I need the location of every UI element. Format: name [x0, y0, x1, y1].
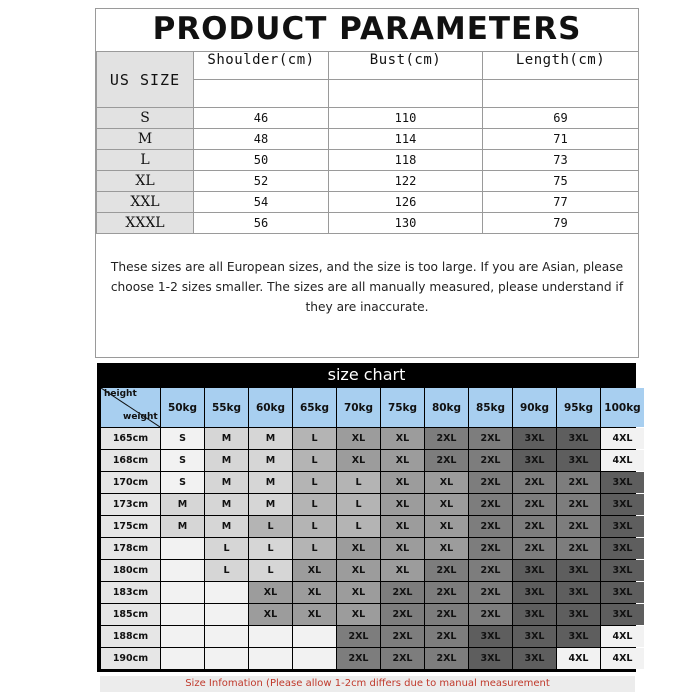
- size-cell: 2XL: [425, 450, 468, 471]
- blank-cell: [329, 80, 483, 108]
- page-title: PRODUCT PARAMETERS: [152, 11, 582, 47]
- size-cell: [161, 626, 204, 647]
- length-cell: 71: [483, 129, 639, 150]
- size-cell: L: [293, 516, 336, 537]
- shoulder-cell: 56: [194, 213, 329, 234]
- size-cell: [293, 648, 336, 669]
- size-cell: L: [249, 560, 292, 581]
- size-cell: [205, 626, 248, 647]
- size-cell: L: [293, 450, 336, 471]
- size-cell: 3XL: [557, 604, 600, 625]
- size-cell: 3XL: [557, 450, 600, 471]
- height-row-label: 183cm: [101, 582, 160, 603]
- size-cell: 2XL: [381, 604, 424, 625]
- us-size-header: US SIZE: [97, 52, 194, 108]
- size-cell: 3XL: [469, 626, 512, 647]
- product-parameters-panel: [95, 8, 639, 358]
- size-cell: 3XL: [557, 582, 600, 603]
- height-row-label: 165cm: [101, 428, 160, 449]
- bust-cell: 114: [329, 129, 483, 150]
- size-cell: M: [97, 129, 194, 150]
- size-cell: L: [293, 538, 336, 559]
- height-row-label: 180cm: [101, 560, 160, 581]
- weight-header: 100kg: [601, 388, 644, 427]
- shoulder-cell: 52: [194, 171, 329, 192]
- height-row-label: 185cm: [101, 604, 160, 625]
- size-cell: 2XL: [425, 560, 468, 581]
- size-cell: 4XL: [601, 450, 644, 471]
- bust-cell: 118: [329, 150, 483, 171]
- size-cell: M: [205, 428, 248, 449]
- size-cell: [161, 648, 204, 669]
- size-cell: 4XL: [601, 648, 644, 669]
- size-cell: M: [249, 450, 292, 471]
- size-cell: [161, 560, 204, 581]
- weight-header: 60kg: [249, 388, 292, 427]
- length-cell: 73: [483, 150, 639, 171]
- size-cell: 3XL: [513, 582, 556, 603]
- size-cell: [249, 648, 292, 669]
- weight-header: 80kg: [425, 388, 468, 427]
- size-cell: XL: [249, 582, 292, 603]
- size-cell: 4XL: [601, 428, 644, 449]
- bust-cell: 126: [329, 192, 483, 213]
- size-cell: 2XL: [469, 582, 512, 603]
- parameter-row: [97, 150, 639, 171]
- size-cell: L: [249, 516, 292, 537]
- size-cell: L: [337, 516, 380, 537]
- size-cell: 2XL: [469, 472, 512, 493]
- size-cell: 2XL: [469, 604, 512, 625]
- shoulder-cell: 46: [194, 108, 329, 129]
- size-cell: L: [293, 428, 336, 449]
- size-cell: 2XL: [513, 494, 556, 515]
- size-cell: M: [205, 516, 248, 537]
- size-cell: 3XL: [601, 538, 644, 559]
- size-cell: 3XL: [601, 494, 644, 515]
- size-cell: [205, 582, 248, 603]
- weight-header: 75kg: [381, 388, 424, 427]
- size-cell: M: [161, 494, 204, 515]
- size-cell: [161, 538, 204, 559]
- size-cell: L: [337, 494, 380, 515]
- size-cell: 2XL: [425, 648, 468, 669]
- weight-header: 50kg: [161, 388, 204, 427]
- size-cell: XL: [381, 472, 424, 493]
- size-cell: 2XL: [557, 538, 600, 559]
- size-cell: 3XL: [469, 648, 512, 669]
- blank-cell: [194, 80, 329, 108]
- size-cell: XL: [249, 604, 292, 625]
- bust-cell: 130: [329, 213, 483, 234]
- length-header: Length(cm): [483, 52, 639, 80]
- size-chart-title: size chart: [327, 365, 406, 384]
- size-cell: 3XL: [513, 604, 556, 625]
- parameter-row: [97, 108, 639, 129]
- shoulder-cell: 50: [194, 150, 329, 171]
- size-cell: 2XL: [513, 472, 556, 493]
- size-cell: 4XL: [601, 626, 644, 647]
- bust-cell: 122: [329, 171, 483, 192]
- size-cell: 3XL: [601, 516, 644, 537]
- bust-cell: 110: [329, 108, 483, 129]
- shoulder-cell: 54: [194, 192, 329, 213]
- size-cell: XL: [337, 560, 380, 581]
- size-cell: 2XL: [469, 494, 512, 515]
- size-cell: XL: [337, 538, 380, 559]
- size-cell: 2XL: [469, 516, 512, 537]
- size-cell: XL: [425, 516, 468, 537]
- bust-header: Bust(cm): [329, 52, 483, 80]
- size-cell: M: [205, 450, 248, 471]
- size-cell: XL: [293, 560, 336, 581]
- size-cell: [205, 648, 248, 669]
- shoulder-cell: 48: [194, 129, 329, 150]
- size-cell: M: [249, 472, 292, 493]
- length-cell: 77: [483, 192, 639, 213]
- size-cell: 3XL: [513, 648, 556, 669]
- size-cell: XL: [425, 472, 468, 493]
- size-cell: L: [293, 472, 336, 493]
- size-cell: M: [161, 516, 204, 537]
- weight-header: 85kg: [469, 388, 512, 427]
- size-cell: S: [161, 472, 204, 493]
- size-cell: 2XL: [337, 648, 380, 669]
- size-cell: 2XL: [557, 472, 600, 493]
- size-cell: XL: [381, 494, 424, 515]
- length-cell: 69: [483, 108, 639, 129]
- parameter-row: [97, 171, 639, 192]
- size-chart-grid: [101, 388, 644, 669]
- size-cell: S: [97, 108, 194, 129]
- size-cell: S: [161, 450, 204, 471]
- size-cell: 3XL: [601, 560, 644, 581]
- size-cell: L: [205, 560, 248, 581]
- size-cell: 2XL: [469, 428, 512, 449]
- size-cell: 3XL: [557, 626, 600, 647]
- size-cell: S: [161, 428, 204, 449]
- size-cell: 2XL: [557, 516, 600, 537]
- size-cell: XL: [337, 428, 380, 449]
- weight-header: 55kg: [205, 388, 248, 427]
- size-cell: 3XL: [601, 582, 644, 603]
- weight-header: 70kg: [337, 388, 380, 427]
- size-cell: [161, 604, 204, 625]
- size-cell: 2XL: [337, 626, 380, 647]
- shoulder-header: Shoulder(cm): [194, 52, 329, 80]
- size-cell: XL: [293, 582, 336, 603]
- size-cell: M: [249, 494, 292, 515]
- weight-header: 90kg: [513, 388, 556, 427]
- height-row-label: 175cm: [101, 516, 160, 537]
- size-cell: 3XL: [513, 450, 556, 471]
- size-cell: 2XL: [425, 428, 468, 449]
- corner-header: [101, 388, 160, 427]
- size-cell: L: [205, 538, 248, 559]
- parameters-table: [96, 51, 639, 234]
- size-cell: 2XL: [425, 626, 468, 647]
- height-row-label: 173cm: [101, 494, 160, 515]
- height-row-label: 170cm: [101, 472, 160, 493]
- size-cell: XL: [381, 450, 424, 471]
- weight-header: 95kg: [557, 388, 600, 427]
- size-cell: XL: [425, 538, 468, 559]
- size-cell: 2XL: [425, 582, 468, 603]
- size-cell: 3XL: [513, 560, 556, 581]
- parameter-row: [97, 129, 639, 150]
- size-cell: 2XL: [557, 494, 600, 515]
- size-cell: 3XL: [513, 626, 556, 647]
- length-cell: 79: [483, 213, 639, 234]
- size-cell: XL: [97, 171, 194, 192]
- parameter-row: [97, 192, 639, 213]
- size-cell: M: [205, 494, 248, 515]
- size-cell: 2XL: [469, 450, 512, 471]
- size-cell: L: [293, 494, 336, 515]
- size-cell: XL: [337, 604, 380, 625]
- size-cell: [161, 582, 204, 603]
- blank-cell: [483, 80, 639, 108]
- height-label: height: [104, 389, 137, 399]
- size-cell: 2XL: [425, 604, 468, 625]
- size-cell: XL: [381, 538, 424, 559]
- size-information-footer: Size Infomation (Please allow 1-2cm differs due to manual measurement: [100, 676, 635, 692]
- size-cell: XXXL: [97, 213, 194, 234]
- size-cell: XL: [337, 450, 380, 471]
- size-cell: 3XL: [601, 472, 644, 493]
- size-cell: L: [249, 538, 292, 559]
- size-cell: 2XL: [469, 538, 512, 559]
- weight-header: 65kg: [293, 388, 336, 427]
- parameter-row: [97, 213, 639, 234]
- size-cell: 2XL: [469, 560, 512, 581]
- size-cell: 2XL: [513, 538, 556, 559]
- size-cell: 2XL: [381, 582, 424, 603]
- size-cell: M: [249, 428, 292, 449]
- height-row-label: 190cm: [101, 648, 160, 669]
- size-cell: 2XL: [513, 516, 556, 537]
- size-cell: XL: [381, 516, 424, 537]
- size-cell: M: [205, 472, 248, 493]
- length-cell: 75: [483, 171, 639, 192]
- weight-label: weight: [123, 412, 158, 422]
- size-chart: [97, 363, 641, 672]
- size-cell: [293, 626, 336, 647]
- size-cell: 3XL: [601, 604, 644, 625]
- size-cell: XL: [381, 560, 424, 581]
- size-cell: 3XL: [557, 560, 600, 581]
- size-cell: 3XL: [557, 428, 600, 449]
- size-cell: 3XL: [513, 428, 556, 449]
- size-cell: XL: [337, 582, 380, 603]
- size-cell: XL: [425, 494, 468, 515]
- height-row-label: 178cm: [101, 538, 160, 559]
- size-note: These sizes are all European sizes, and the size is too large. If you are Asian, please choose 1-2 sizes smaller. The sizes are all manually measured, please understand if they are inaccurate.: [110, 260, 624, 314]
- size-cell: [249, 626, 292, 647]
- height-row-label: 188cm: [101, 626, 160, 647]
- size-cell: 2XL: [381, 648, 424, 669]
- size-cell: XXL: [97, 192, 194, 213]
- size-cell: L: [97, 150, 194, 171]
- size-cell: 2XL: [381, 626, 424, 647]
- size-cell: XL: [381, 428, 424, 449]
- size-cell: XL: [293, 604, 336, 625]
- size-cell: [205, 604, 248, 625]
- size-cell: 4XL: [557, 648, 600, 669]
- height-row-label: 168cm: [101, 450, 160, 471]
- size-cell: L: [337, 472, 380, 493]
